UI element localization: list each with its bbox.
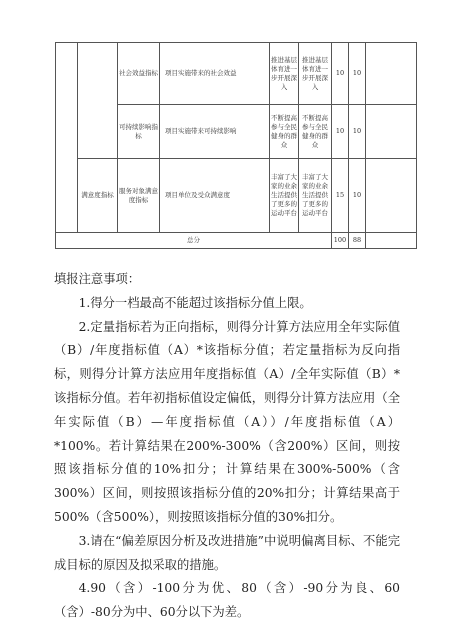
indicator-cell: 社会效益指标 — [118, 43, 160, 105]
actual-cell: 不断提高参与全民健身的群众 — [299, 105, 332, 159]
note-item: 3.请在“偏差原因分析及改进措施”中说明偏离目标、不能完成目标的原因及拟采取的措施。 — [54, 533, 400, 572]
weight-cell: 15 — [332, 159, 349, 233]
table-cell-blank — [366, 159, 417, 233]
target-cell: 丰富了大家的业余生活提供了更多的运动平台 — [270, 159, 299, 233]
total-label: 总分 — [56, 233, 332, 249]
indicator-cell: 可持续影响指标 — [118, 105, 160, 159]
notes-heading: 填报注意事项： — [54, 272, 141, 286]
table-cell-blank — [366, 233, 417, 249]
performance-table-container — [55, 42, 417, 249]
score-cell: 10 — [349, 159, 366, 233]
table-cell-blank — [366, 105, 417, 159]
table-row — [56, 159, 417, 233]
note-item: 2.定量指标若为正向指标，则得分计算方法应用全年实际值（B）/年度指标值（A）*该指标分值；若定量指标为反向指标，则得分计算方法应用年度指标值（A）/全年实际值（B）*该指标分值。若年初指标值设定偏低，则得分计算方法应用（全年实际值（B）—年度指标值（A））/年度指标值（A）*100%。若计算结果在200%-300%（含200%）区间，则按照该指标分值的10%扣分；计算结果在300%-500%（含300%）区间，则按照该指标分值的20%扣分；计算结果高于500%（含500%），则按照该指标分值的30%扣分。 — [54, 319, 400, 524]
weight-cell: 10 — [332, 105, 349, 159]
table-cell-blank — [56, 43, 78, 233]
content-cell: 项目单位及受众满意度 — [160, 159, 270, 233]
total-score: 88 — [349, 233, 366, 249]
note-item: 4.90（含）-100分为优、80（含）-90分为良、60（含）-80分为中、60分以下为差。 — [54, 581, 400, 620]
weight-cell: 10 — [332, 43, 349, 105]
total-row — [56, 233, 417, 249]
content-cell: 项目实施带来可持续影响 — [160, 105, 270, 159]
table-row — [56, 43, 417, 105]
score-cell: 10 — [349, 105, 366, 159]
indicator-cell: 服务对象满意度指标 — [118, 159, 160, 233]
note-item: 1.得分一档最高不能超过该指标分值上限。 — [78, 295, 312, 310]
table-cell-blank — [78, 43, 118, 159]
content-cell: 项目实施带来的社会效益 — [160, 43, 270, 105]
actual-cell: 推进基层体育进一步开展深入 — [299, 43, 332, 105]
actual-cell: 丰富了大家的业余生活提供了更多的运动平台 — [299, 159, 332, 233]
performance-table — [55, 42, 417, 249]
target-cell: 不断提高参与全民健身的群众 — [270, 105, 299, 159]
score-cell: 10 — [349, 43, 366, 105]
target-cell: 推进基层体育进一步开展深入 — [270, 43, 299, 105]
notes-section — [54, 268, 400, 625]
table-cell-blank — [366, 43, 417, 105]
category-cell: 满意度指标 — [78, 159, 118, 233]
total-weight: 100 — [332, 233, 349, 249]
